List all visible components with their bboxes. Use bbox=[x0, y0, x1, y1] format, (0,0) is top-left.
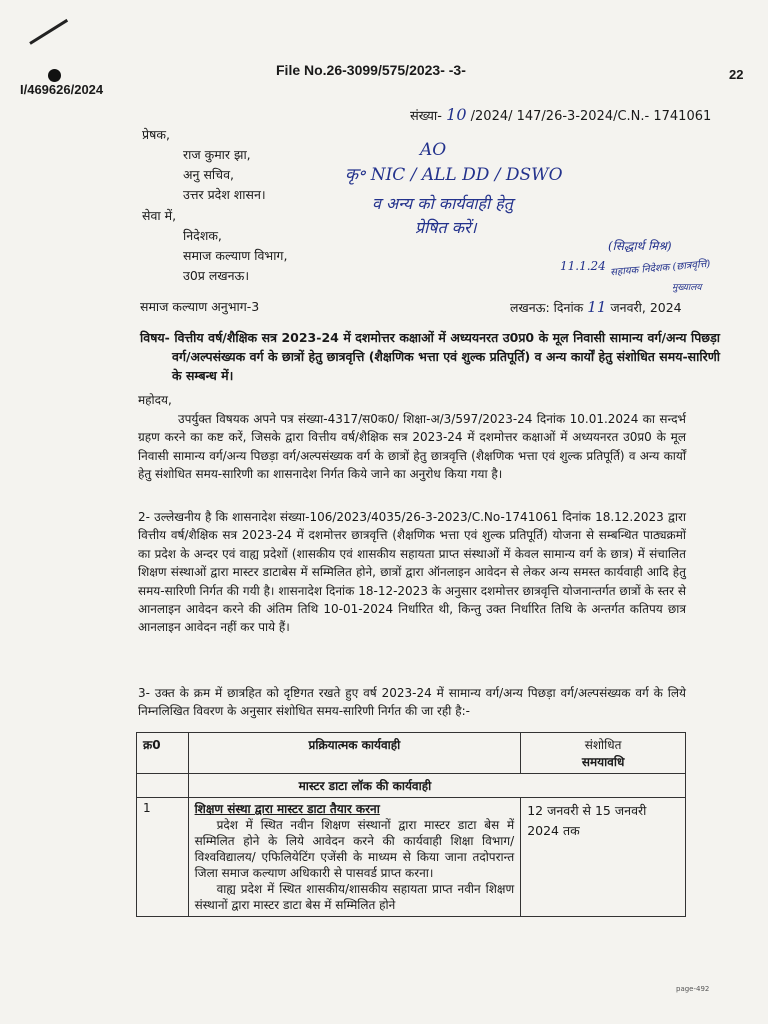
receipt-id: I/469626/2024 bbox=[20, 82, 104, 97]
place-date-prefix: लखनऊ: दिनांक bbox=[510, 300, 584, 315]
sender-label: प्रेषक, bbox=[142, 127, 170, 142]
col-action-header: प्रक्रियात्मक कार्यवाही bbox=[188, 733, 521, 774]
reference-number bbox=[410, 105, 711, 124]
place-date-suffix: जनवरी, 2024 bbox=[610, 300, 682, 315]
recipient-label: सेवा में, bbox=[142, 208, 177, 223]
pen-stroke-mark bbox=[29, 19, 68, 45]
salutation: महोदय, bbox=[138, 393, 172, 407]
table-header-row bbox=[137, 733, 686, 774]
col-period-header bbox=[521, 733, 686, 774]
page-number: 22 bbox=[729, 67, 744, 82]
recipient-department: समाज कल्याण विभाग, bbox=[183, 248, 288, 263]
paragraph-1: उपर्युक्त विषयक अपने पत्र संख्या-4317/स0क0/ शिक्षा-अ/3/597/2023-24 दिनांक 10.01.2024 का सन्दर्भ ग्रहण करने का कष्ट करें, जिसके द्वारा वित्तीय वर्ष/शैक्षिक सत्र 2023-24 में दशमोत्तर कक्षाओं में अध्ययनरत उ0प्र0 के मूल निवासी सामान्य वर्ग/अन्य पिछड़ा वर्ग/अल्पसंख्यक वर्ग के छात्रों हेतु छात्रवृत्ति (शैक्षणिक भत्ता एवं शुल्क प्रतिपूर्ति) व अन्य कार्यों हेतु संशोधित समय-सारिणी का शासनादेश निर्गत किये जाने का अनुरोध किया गया है। bbox=[138, 412, 686, 482]
annotation-instruction: व अन्य को कार्यवाही हेतु bbox=[372, 194, 513, 213]
col-period-header-line2: समयावधि bbox=[581, 755, 625, 769]
recipient-city: उ0प्र लखनऊ। bbox=[183, 268, 250, 283]
sender-designation: अनु सचिव, bbox=[183, 167, 235, 182]
annotation-signer-title: सहायक निदेशक (छात्रवृत्ति) bbox=[609, 258, 711, 279]
row-action-text-a: प्रदेश में स्थित नवीन शिक्षण संस्थानों द्वारा मास्टर डाटा बेस में सम्मिलित होने के लिये आवेदन करने की कार्यवाही शिक्षा विभाग/विश्वविद्यालय/ एफिलियेटिंग एजेंसी के माध्यम से किया जाना तदोपरान्त जिला समाज कल्याण अधिकारी से पासवर्ड प्राप्त करना। bbox=[194, 818, 515, 880]
reference-label: संख्या- bbox=[410, 109, 442, 124]
row-action bbox=[188, 798, 521, 917]
schedule-table bbox=[136, 732, 686, 917]
recipient-designation: निदेशक, bbox=[183, 228, 222, 243]
col-period-header-line1: संशोधित bbox=[584, 738, 622, 752]
sender-name: राज कुमार झा, bbox=[183, 147, 251, 162]
paragraph-2: 2- उल्लेखनीय है कि शासनादेश संख्या-106/2023/4035/26-3-2023/C.No-1741061 दिनांक 18.12.2023 द्वारा वित्तीय वर्ष/शैक्षिक सत्र 2023-24 में दशमोत्तर छात्रवृत्ति (शैक्षणिक भत्ता एवं शुल्क प्रतिपूर्ति) योजना से सम्बन्धित पाठ्यक्रमों का प्रदेश के अन्दर एवं वाह्य प्रदेशों (शासकीय एवं शासकीय सहायता प्राप्त संस्थाओं में केवल सामान्य वर्ग के छात्र) में संचालित शिक्षण संस्थाओं द्वारा मास्टर डाटाबेस में सम्मिलित होने, छात्रों द्वारा ऑनलाइन आवेदन से लेकर अन्य समस्त कार्यवाही आदि हेतु समय-सारिणी निर्गत की गयी है। शासनादेश दिनांक 18-12-2023 के अनुसार दशमोत्तर छात्रवृत्ति योजनान्तर्गत छात्रों के स्तर से आनलाइन आवेदन करने की अंतिम तिथि 10-01-2024 निर्धारित थी, किन्तु उक्त निर्धारित तिथि के अन्तर्गत कतिपय छात्र आनलाइन आवेदन नहीं कर पाये हैं। bbox=[138, 510, 686, 635]
annotation-signer-office: मुख्यालय bbox=[672, 283, 702, 293]
col-serial-header: क्र0 bbox=[137, 733, 189, 774]
annotation-distribution: कृ॰ NIC / ALL DD / DSWO bbox=[345, 165, 563, 185]
footer-page-tag: page-492 bbox=[676, 985, 710, 993]
table-row bbox=[137, 798, 686, 917]
section-name: समाज कल्याण अनुभाग-3 bbox=[140, 299, 260, 314]
annotation-instruction-end: प्रेषित करें। bbox=[415, 218, 477, 237]
row-action-title: शिक्षण संस्था द्वारा मास्टर डाटा तैयार करना bbox=[194, 802, 380, 816]
annotation-sign-date: 11.1.24 bbox=[560, 259, 606, 273]
place-date bbox=[510, 298, 682, 316]
table-section-row bbox=[137, 774, 686, 798]
row-serial: 1 bbox=[137, 798, 189, 917]
row-period: 12 जनवरी से 15 जनवरी 2024 तक bbox=[521, 798, 686, 917]
file-number: File No.26-3099/575/2023- -3- bbox=[276, 62, 466, 78]
place-date-day: 11 bbox=[587, 298, 607, 316]
reference-hand-number: 10 bbox=[446, 105, 467, 124]
reference-rest: /2024/ 147/26-3-2024/C.N.- 1741061 bbox=[470, 109, 712, 124]
sender-office: उत्तर प्रदेश शासन। bbox=[183, 187, 266, 202]
table-section-title: मास्टर डाटा लॉक की कार्यवाही bbox=[188, 774, 685, 798]
ink-blot bbox=[48, 69, 61, 82]
subject-line: विषय- वित्तीय वर्ष/शैक्षिक सत्र 2023-24 में दशमोत्तर कक्षाओं में अध्ययनरत उ0प्र0 के मूल निवासी सामान्य वर्ग/अन्य पिछड़ा वर्ग/अल्पसंख्यक वर्ग के छात्रों हेतु छात्रवृत्ति (शैक्षणिक भत्ता एवं शुल्क प्रतिपूर्ति) व अन्य कार्यों हेतु संशोधित समय-सारिणी के सम्बन्ध में। bbox=[140, 330, 720, 383]
annotation-ao: AO bbox=[420, 140, 447, 160]
paragraph-3: 3- उक्त के क्रम में छात्रहित को दृष्टिगत रखते हुए वर्ष 2023-24 में सामान्य वर्ग/अन्य पिछड़ा वर्ग/अल्पसंख्यक वर्ग के लिये निम्नलिखित विवरण के अनुसार संशोधित समय-सारिणी निर्गत की जा रही है:- bbox=[138, 686, 686, 719]
row-action-text-b: वाह्य प्रदेश में स्थित शासकीय/शासकीय सहायता प्राप्त नवीन शिक्षण संस्थानों द्वारा मास्टर डाटा बेस में सम्मिलित होने bbox=[194, 882, 515, 912]
annotation-signer-name: (सिद्धार्थ मिश्र) bbox=[608, 239, 672, 253]
